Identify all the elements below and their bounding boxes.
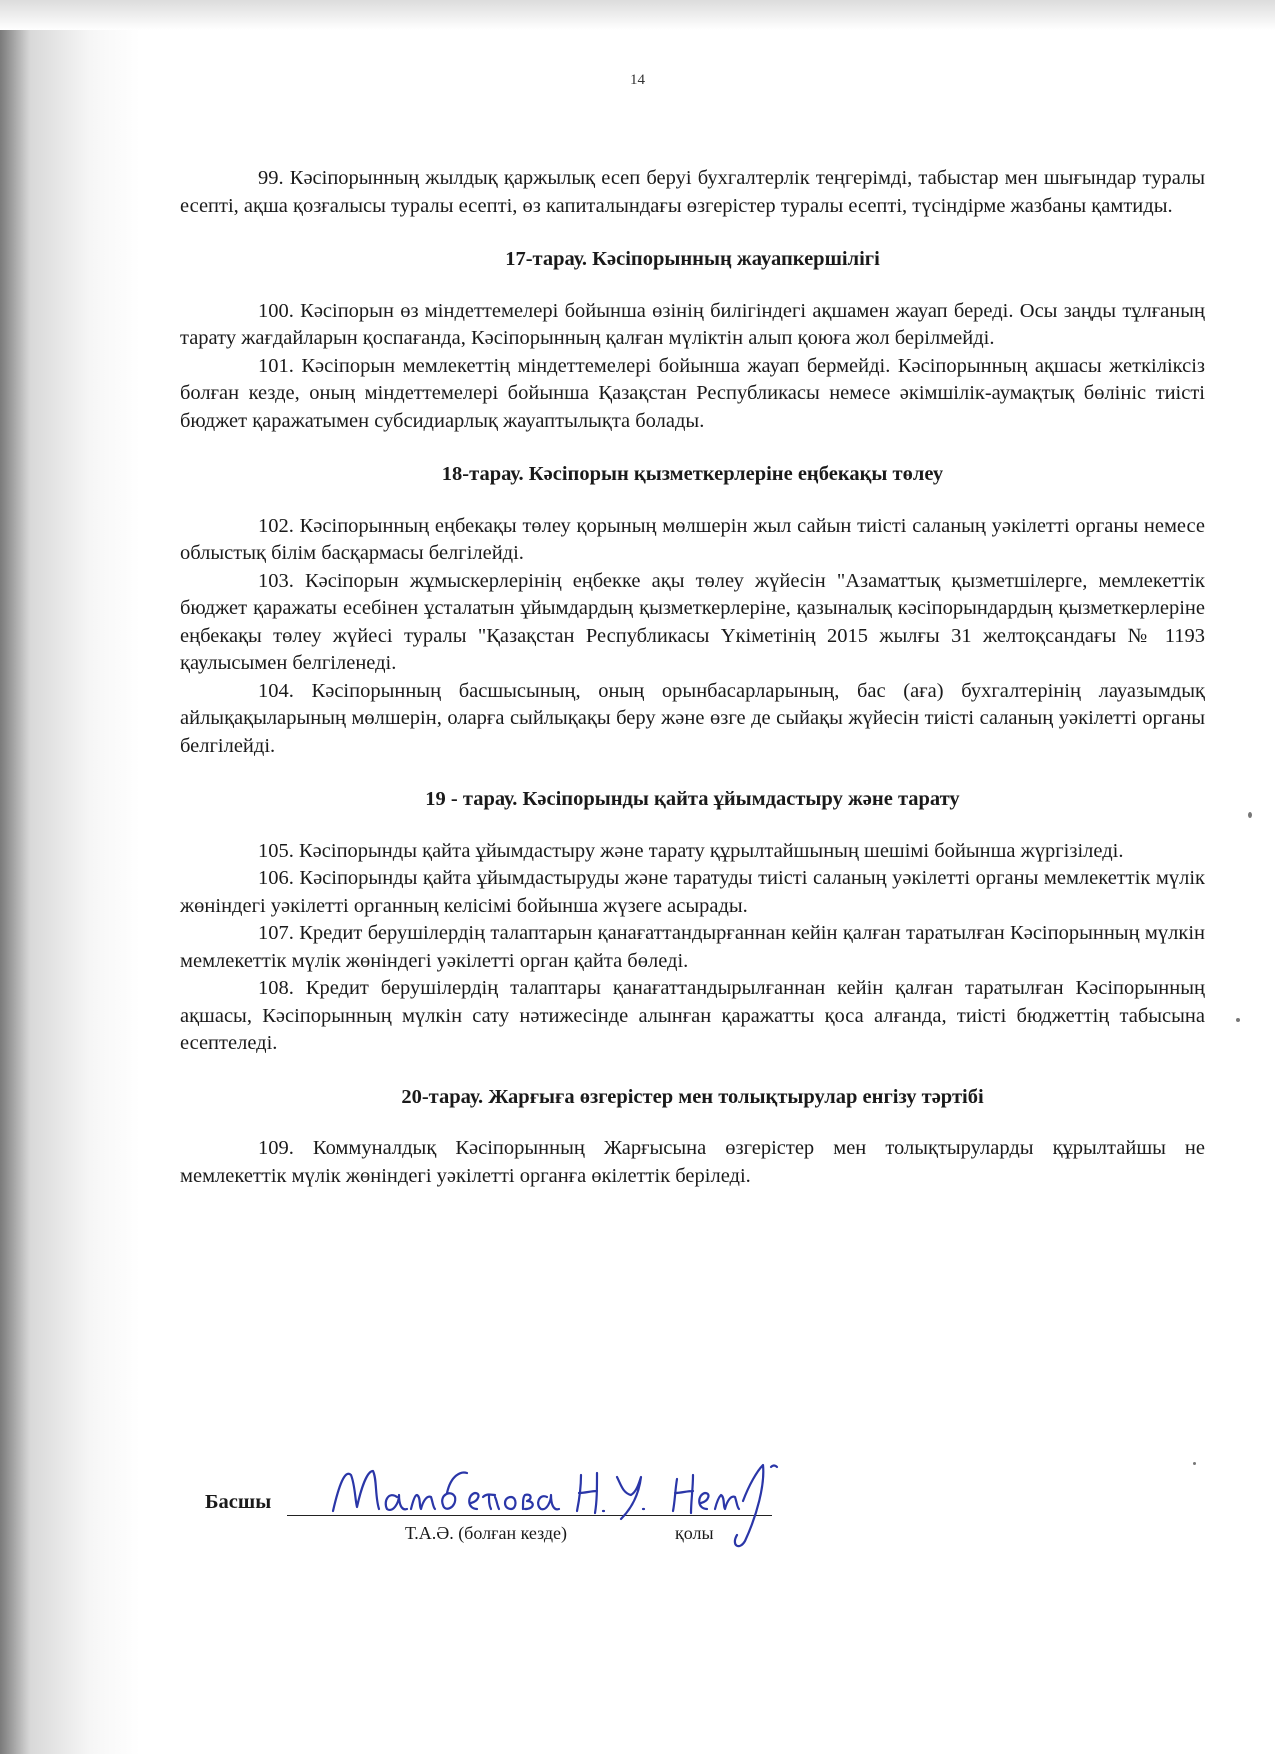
section-heading: 20-тарау. Жарғыға өзгерістер мен толықтырулар енгізу тәртібі (401, 1085, 984, 1108)
scan-speck (1248, 812, 1252, 818)
signatory-label: Басшы (205, 1491, 272, 1513)
paragraph: 106. Кәсіпорынды қайта ұйымдастыруды және таратуды тиісті саланың уәкілетті органы мемлекеттік мүлік жөніндегі уәкілетті органның келісімі бойынша жүзеге асырады. (180, 867, 1205, 917)
paragraph: 104. Кәсіпорынның басшысының, оның орынбасарларының, бас (аға) бухгалтерінің лауазымдық айлықақыларының мөлшерін, оларға сыйлықақы беру және өзге де сыйақы жүйесін тиісті саланың уәкілетті органы белгілейді. (180, 679, 1205, 757)
document-body (180, 165, 1205, 1190)
section-heading: 18-тарау. Кәсіпорын қызметкерлеріне еңбекақы төлеу (441, 463, 944, 485)
paragraph: 101. Кәсіпорын мемлекеттің міндеттемелері бойынша жауап бермейді. Кәсіпорынның ақшасы жеткіліксіз болған кезде, оның міндеттемелері бойынша Қазақстан Республикасы немесе әкімшілік-аумақтық бөлініс тиісті бюджет қаражатымен субсидиарлық жауаптылықта болады. (180, 354, 1205, 432)
paragraph: 108. Кредит берушілердің талаптары қанағаттандырылғаннан кейін қалған таратылған Кәсіпорынның ақшасы, Кәсіпорынның мүлкін сату нәтижесінде алынған қаражатты қоса алғанда, тиісті бюджеттің табысына есептеледі. (180, 977, 1205, 1054)
signature-block (205, 1475, 1005, 1555)
paragraph: 103. Кәсіпорын жұмыскерлерінің еңбекке ақы төлеу жүйесін "Азаматтық қызметшілерге, мемлекеттік бюджет қаражаты есебінен ұсталатын ұйымдардың қызметкерлеріне, қазыналық кәсіпорындардың қызметкерлеріне еңбекақы төлеу жүйесі туралы "Қазақстан Республикасы Үкіметінің 2015 жылғы 31 желтоқсандағы № 1193 қаулысымен белгіленеді. (180, 569, 1205, 674)
paragraph: 109. Коммуналдық Кәсіпорынның Жарғысына өзгерістер мен толықтыруларды құрылтайшы не мемлекеттік мүлік жөніндегі уәкілетті органға өкілеттік беріледі. (180, 1137, 1205, 1187)
paragraph: 100. Кәсіпорын өз міндеттемелері бойынша өзінің билігіндегі ақшамен жауап береді. Осы заңды тұлғаның тарату жағдайларын қоспағанда, Кәсіпорынның қалған мүліктін алып қоюға жол берілмейді. (180, 299, 1205, 349)
paragraph: 105. Кәсіпорынды қайта ұйымдастыру және тарату құрылтайшының шешімі бойынша жүргізіледі. (258, 839, 1124, 862)
section-heading: 17-тарау. Кәсіпорынның жауапкершілігі (505, 248, 880, 270)
paragraph: 99. Кәсіпорынның жылдық қаржылық есеп беруі бухгалтерлік теңгерімді, табыстар мен шығындар туралы есепті, ақша қозғалысы туралы есепті, өз капиталындағы өзгерістер туралы есепті, түсіндірме жазбаны қамтиды. (180, 167, 1205, 217)
page-number: 14 (630, 72, 645, 88)
scan-speck (1236, 1018, 1240, 1022)
sign-caption: қолы (675, 1523, 714, 1543)
paragraph: 107. Кредит берушілердің талаптарын қанағаттандырғаннан кейін қалған таратылған Кәсіпорынның мүлкін мемлекеттік мүлік жөніндегі уәкілетті орган қайта бөледі. (180, 922, 1205, 972)
paragraph: 102. Кәсіпорынның еңбекақы төлеу қорының мөлшерін жыл сайын тиісті саланың уәкілетті органы немесе облыстық білім басқармасы белгілейді. (180, 514, 1205, 564)
scan-speck (1193, 1462, 1196, 1465)
section-heading: 19 - тарау. Кәсіпорынды қайта ұйымдастыру және тарату (425, 788, 960, 810)
scan-shadow (0, 0, 1275, 30)
fio-caption: Т.А.Ә. (болған кезде) (405, 1523, 568, 1543)
